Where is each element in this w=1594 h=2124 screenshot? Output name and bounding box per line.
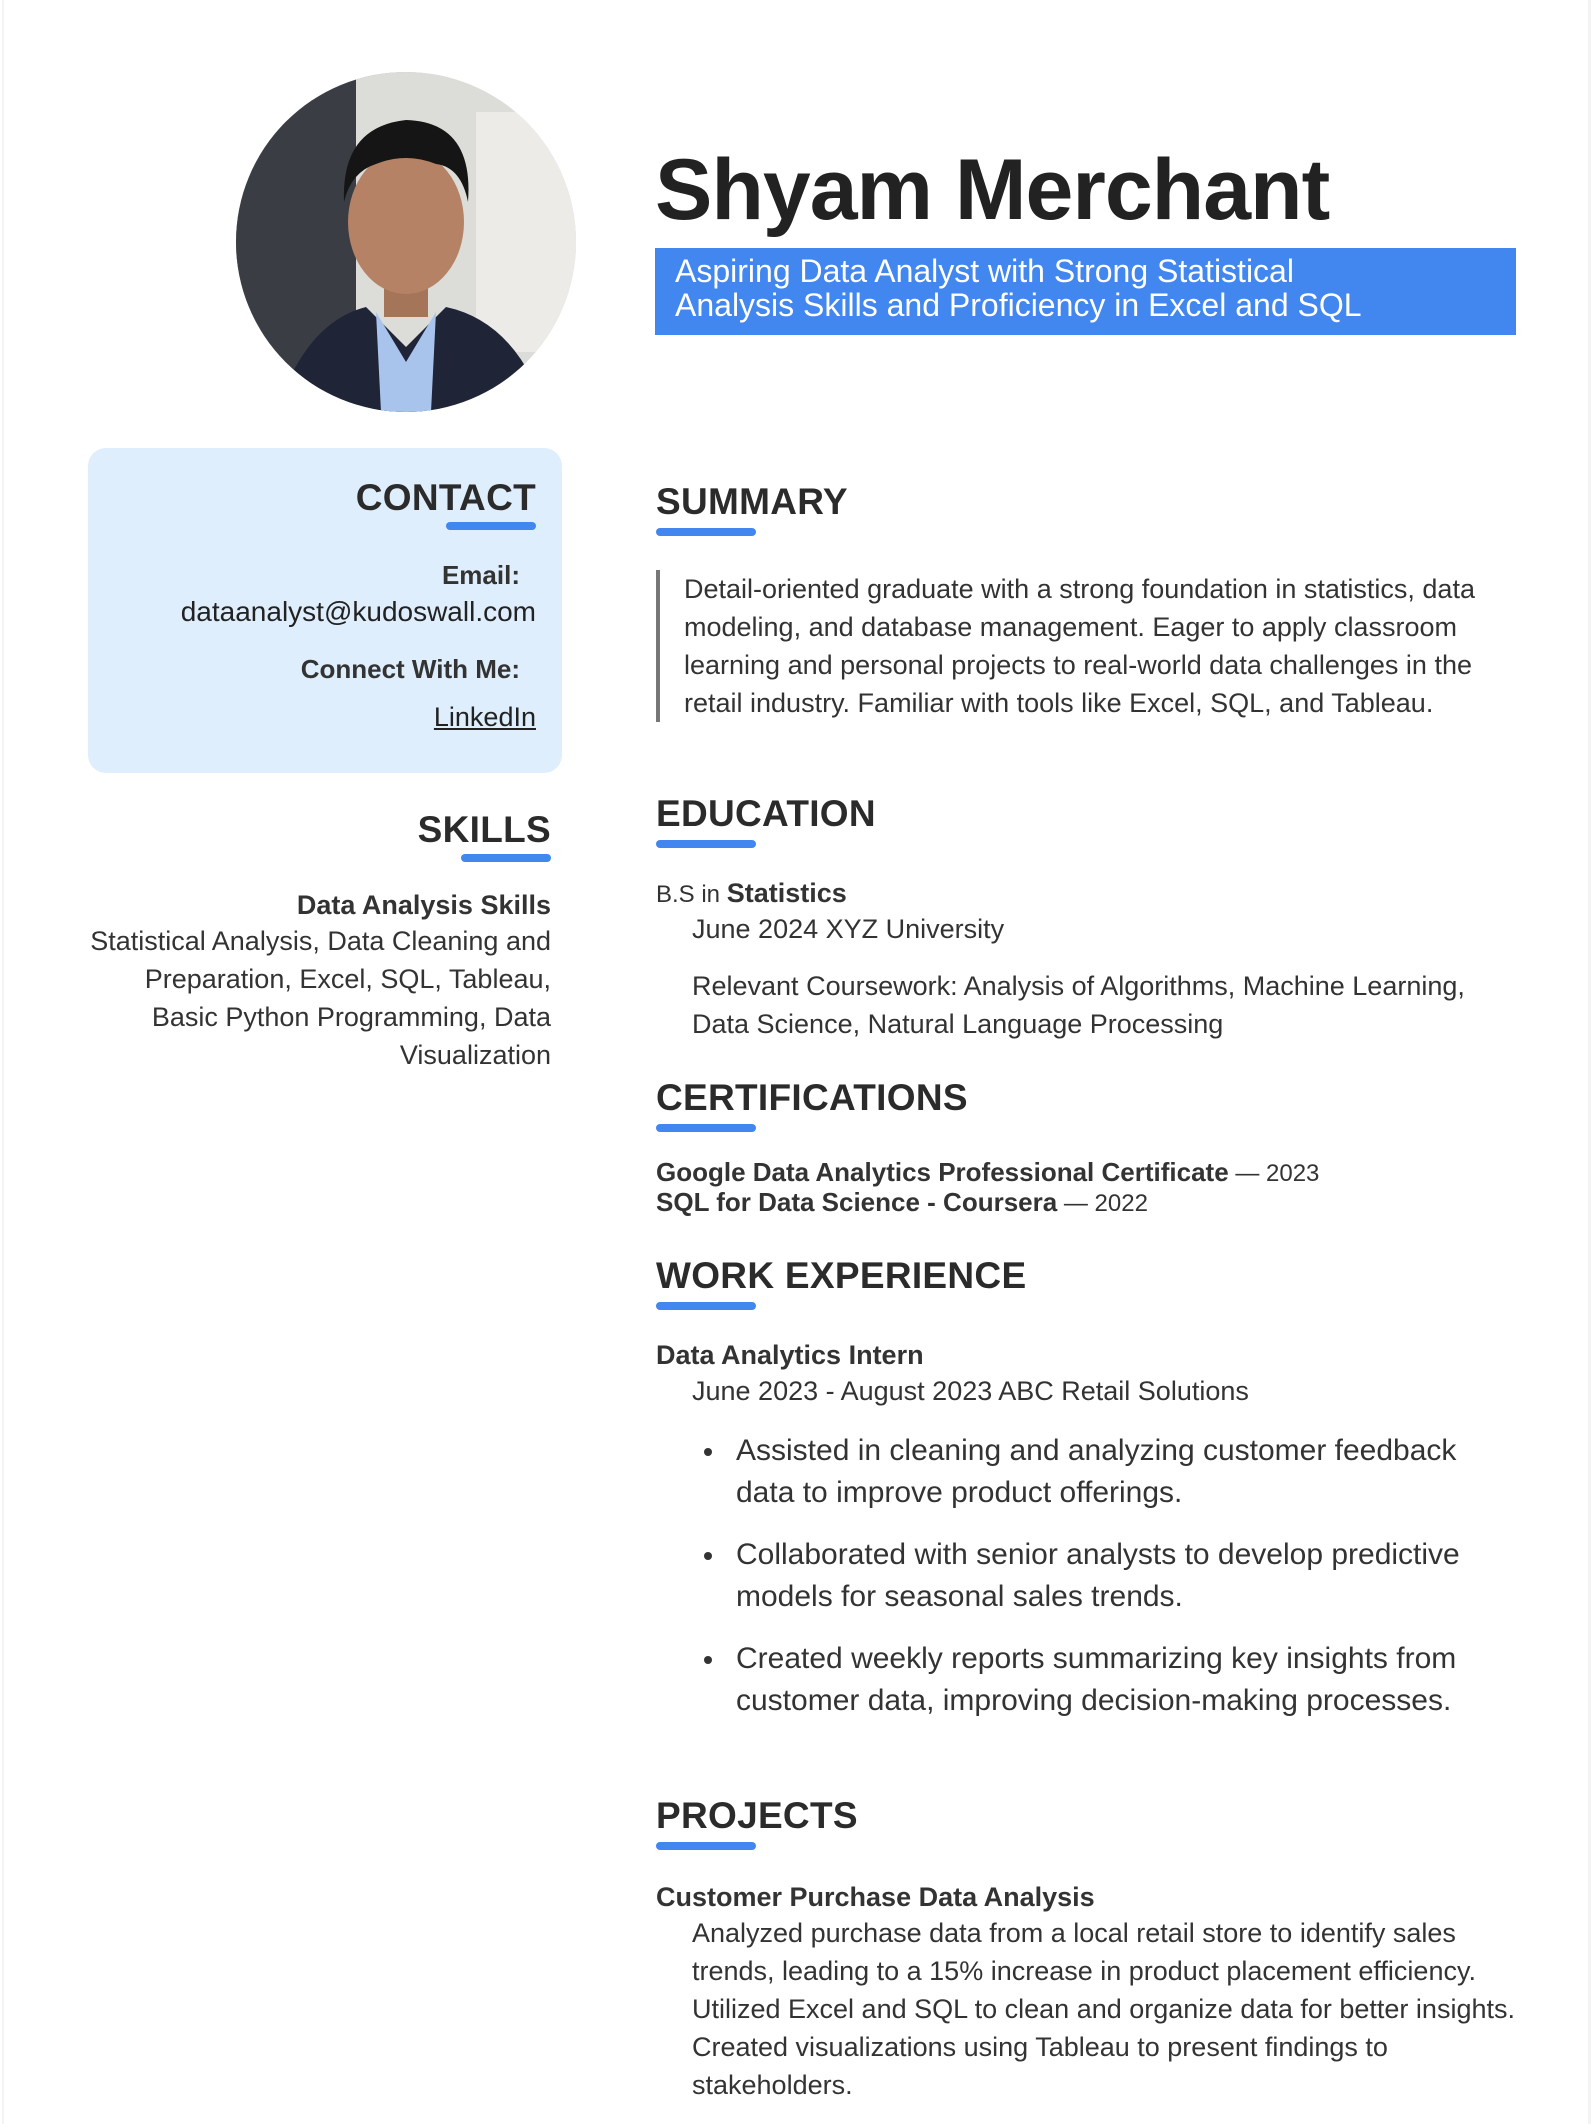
- candidate-name: Shyam Merchant: [655, 142, 1330, 238]
- job-date-company: June 2023 - August 2023 ABC Retail Solutions: [692, 1376, 1249, 1406]
- heading-underline: [656, 1842, 756, 1850]
- connect-label: Connect With Me:: [300, 654, 520, 684]
- contact-heading: CONTACT: [355, 477, 536, 518]
- job-bullets: [704, 1430, 1464, 1742]
- certification-list: [656, 1158, 1319, 1218]
- contact-heading-group: [356, 476, 536, 520]
- degree-field: Statistics: [726, 878, 847, 908]
- contact-card: [88, 448, 562, 773]
- certification-year: — 2022: [1057, 1190, 1148, 1217]
- tagline-banner: [655, 248, 1516, 335]
- certification-name: SQL for Data Science - Coursera: [656, 1187, 1058, 1217]
- skills-list: Statistical Analysis, Data Cleaning and Preparation, Excel, SQL, Tableau, Basic Python Programming, Data Visualization: [90, 926, 551, 1070]
- heading-underline: [656, 840, 756, 848]
- summary-text: Detail-oriented graduate with a strong foundation in statistics, data modeling, and database management. Eager to apply classroom learning and personal projects to real-world data challenges in the retail industry. Familiar with tools like Excel, SQL, and Tableau.: [656, 570, 1516, 722]
- certification-item: [656, 1188, 1319, 1218]
- heading-underline: [446, 522, 536, 530]
- skills-heading: SKILLS: [417, 809, 551, 850]
- job-bullet: Created weekly reports summarizing key insights from customer data, improving decision-making processes.: [704, 1638, 1464, 1722]
- education-coursework: Relevant Coursework: Analysis of Algorithms, Machine Learning, Data Science, Natural Language Processing: [692, 971, 1465, 1039]
- email-label: Email:: [441, 560, 520, 590]
- degree: [656, 878, 847, 909]
- portrait-image-icon: [236, 72, 576, 412]
- education-heading-group: [656, 792, 876, 848]
- job-title: Data Analytics Intern: [656, 1340, 924, 1370]
- profile-photo: [236, 72, 576, 412]
- heading-underline: [656, 528, 756, 536]
- project-title: Customer Purchase Data Analysis: [656, 1882, 1095, 1912]
- certification-name: Google Data Analytics Professional Certificate: [656, 1157, 1229, 1187]
- project-description: Analyzed purchase data from a local retail store to identify sales trends, leading to a 15% increase in product placement efficiency. Utilized Excel and SQL to clean and organize data for better insights. Created visualizations using Tableau to present findings to stakeholders.: [692, 1918, 1515, 2100]
- certifications-heading: CERTIFICATIONS: [656, 1077, 968, 1118]
- skills-category: Data Analysis Skills: [296, 890, 551, 920]
- education-date-school: June 2024 XYZ University: [692, 914, 1005, 944]
- job-bullet: Assisted in cleaning and analyzing customer feedback data to improve product offerings.: [704, 1430, 1464, 1514]
- education-heading: EDUCATION: [656, 793, 876, 834]
- certifications-heading-group: [656, 1076, 968, 1132]
- work-heading-group: [656, 1254, 1026, 1310]
- degree-prefix: B.S in: [656, 881, 727, 908]
- tagline-line-2: Analysis Skills and Proficiency in Excel and SQL: [675, 287, 1362, 323]
- resume-page: [2, 0, 1591, 2124]
- heading-underline: [656, 1302, 756, 1310]
- linkedin-link[interactable]: LinkedIn: [433, 702, 536, 732]
- heading-underline: [656, 1124, 756, 1132]
- summary-heading: SUMMARY: [656, 481, 848, 522]
- skills-heading-group: [418, 808, 551, 852]
- projects-heading: PROJECTS: [656, 1795, 858, 1836]
- email-value[interactable]: dataanalyst@kudoswall.com: [180, 596, 536, 627]
- projects-heading-group: [656, 1794, 858, 1850]
- heading-underline: [461, 854, 551, 862]
- job-bullet: Collaborated with senior analysts to develop predictive models for seasonal sales trends.: [704, 1534, 1464, 1618]
- certification-year: — 2023: [1228, 1160, 1320, 1187]
- certification-item: [656, 1158, 1319, 1188]
- work-heading: WORK EXPERIENCE: [656, 1255, 1027, 1296]
- summary-heading-group: [656, 480, 848, 536]
- tagline-line-1: Aspiring Data Analyst with Strong Statistical: [675, 253, 1294, 289]
